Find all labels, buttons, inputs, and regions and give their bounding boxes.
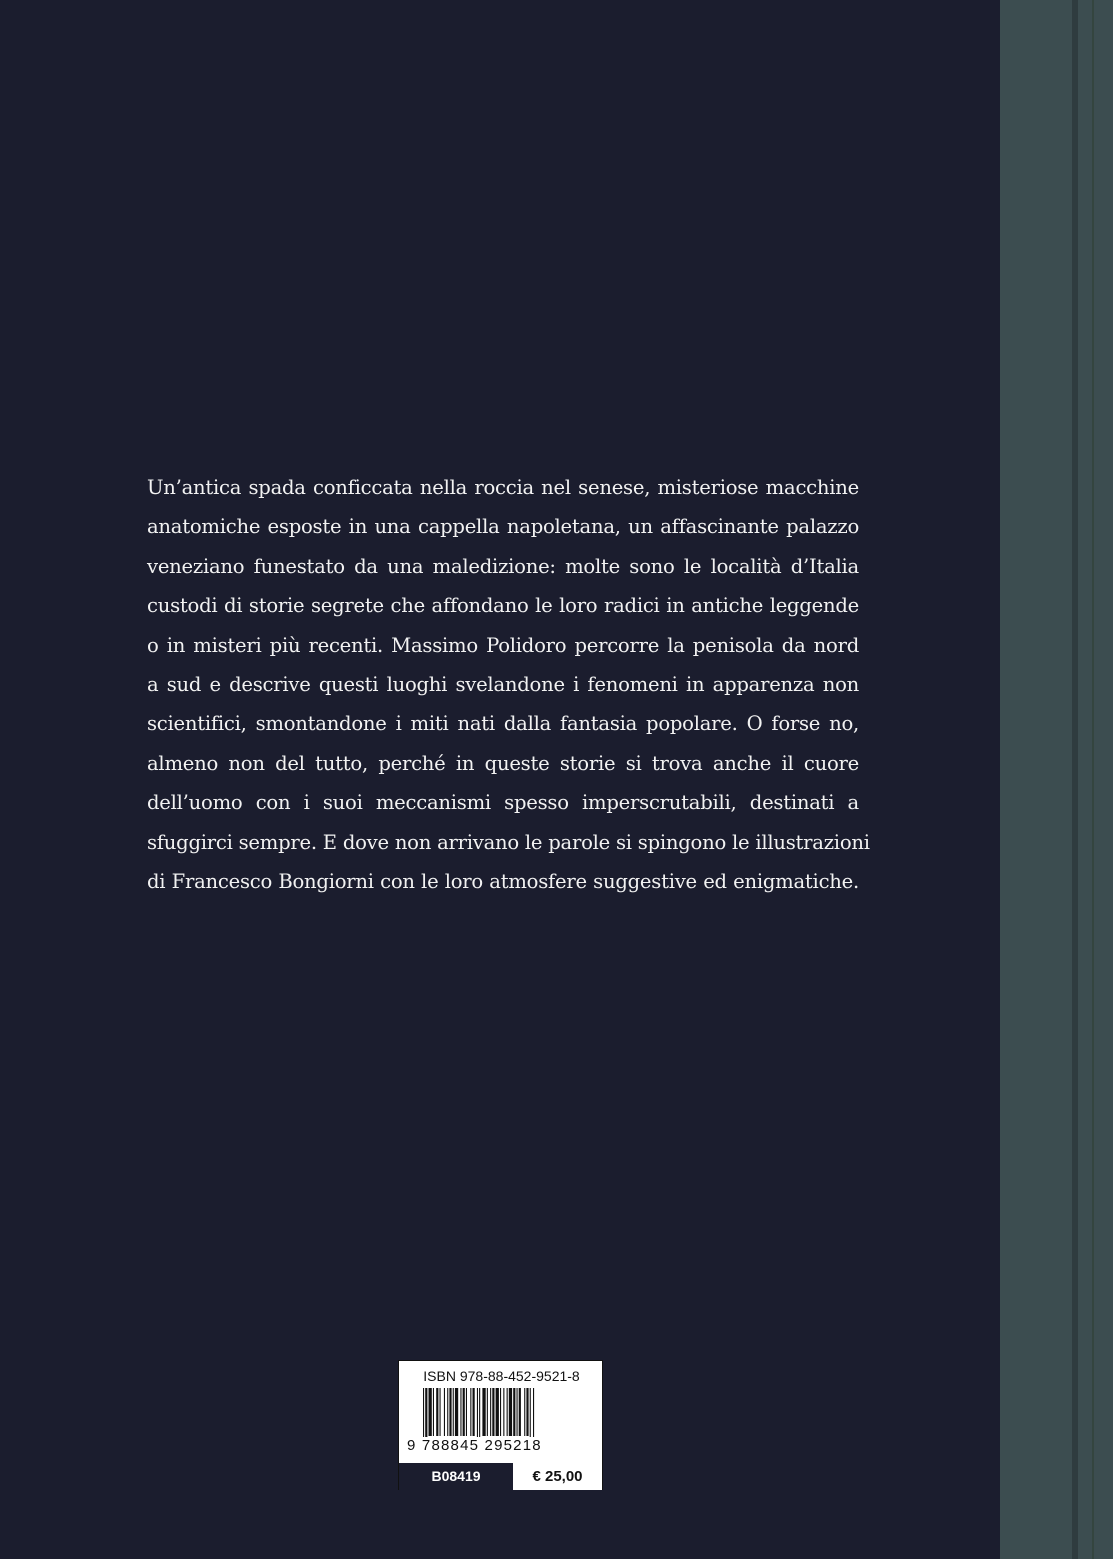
barcode-bar [444, 1388, 445, 1436]
barcode-bar [492, 1388, 494, 1436]
barcode-bar [513, 1388, 515, 1436]
barcode-bar [433, 1388, 434, 1436]
barcode-bar [449, 1388, 451, 1436]
product-code: B08419 [399, 1463, 513, 1490]
barcode-bar [447, 1388, 448, 1436]
blurb-line: a sud e descrive questi luoghi svelandone i fenomeni in apparenza non [147, 673, 859, 697]
barcode-bar [490, 1388, 491, 1436]
blurb-line: o in misteri più recenti. Massimo Polidoro percorre la penisola da nord [147, 633, 859, 657]
barcode-digits [407, 1437, 597, 1454]
spine-divider-line-thin [1092, 0, 1094, 1559]
barcode-bar [453, 1388, 454, 1436]
barcode-bar [503, 1388, 504, 1436]
barcode-label [398, 1360, 603, 1490]
blurb-line: anatomiche esposte in una cappella napoletana, un affascinante palazzo [147, 515, 859, 539]
spine-divider-line [1072, 0, 1078, 1559]
barcode-bar [466, 1388, 467, 1436]
barcode-bar [436, 1388, 438, 1436]
barcode-bar [473, 1388, 475, 1436]
barcode-bar [470, 1388, 471, 1436]
barcode-bar [524, 1388, 525, 1436]
barcode-bar [500, 1388, 501, 1436]
blurb-line: dell’uomo con i suoi meccanismi spesso imperscrutabili, destinati a [147, 791, 859, 815]
barcode-digits-text: 9 788845 295218 [407, 1437, 542, 1454]
barcode-bar [429, 1388, 432, 1436]
blurb-text [147, 468, 870, 901]
barcode-bar [519, 1388, 521, 1436]
barcode-bar [487, 1388, 488, 1436]
isbn-number: ISBN 978-88-452-9521-8 [423, 1368, 580, 1384]
blurb-line: veneziano funestato da una maledizione: molte sono le località d’Italia [147, 554, 859, 578]
barcode-bar [482, 1388, 485, 1436]
blurb-line: almeno non del tutto, perché in queste storie si trova anche il cuore [147, 751, 859, 775]
barcode-bar [496, 1388, 499, 1436]
blurb-line: scientifici, smontandone i miti nati dalla fantasia popolare. O forse no, [147, 712, 859, 736]
blurb-line: custodi di storie segrete che affondano le loro radici in antiche leggende [147, 594, 859, 618]
barcode-bar [463, 1388, 465, 1436]
barcode-bar [509, 1388, 512, 1436]
barcode-bar [440, 1388, 441, 1436]
blurb-line: Un’antica spada conficcata nella roccia nel senese, misteriose macchine [147, 476, 859, 499]
barcode-bar [507, 1388, 508, 1436]
barcode-bar [455, 1388, 458, 1436]
barcode-bar [526, 1388, 528, 1436]
barcode-bar [460, 1388, 461, 1436]
blurb-line: sfuggirci sempre. E dove non arrivano le parole si spingono le illustrazioni [147, 830, 870, 854]
price: € 25,00 [513, 1463, 602, 1490]
blurb-line: di Francesco Bongiorni con le loro atmosfere suggestive ed enigmatiche. [147, 870, 859, 894]
barcode-bar [517, 1388, 518, 1436]
spine-strip [1000, 0, 1113, 1559]
